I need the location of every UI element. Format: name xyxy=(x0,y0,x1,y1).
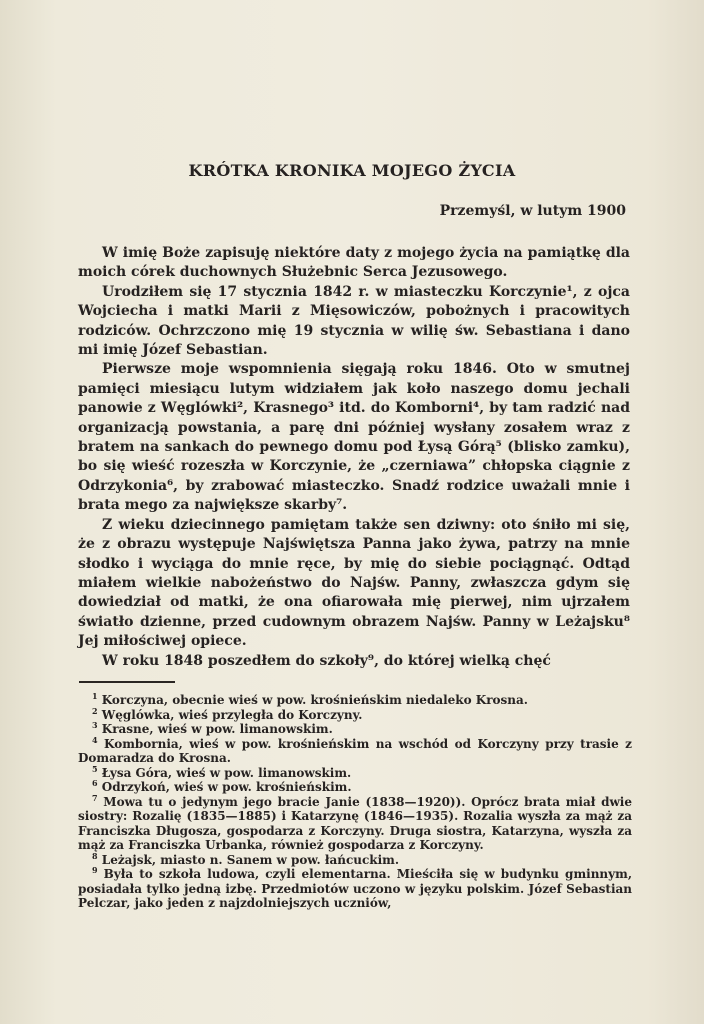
footnote xyxy=(78,867,632,911)
paragraph: W roku 1848 poszedłem do szkoły⁹, do której wielką chęć xyxy=(102,652,551,669)
footnote xyxy=(78,780,632,795)
footnote-mark: 6 xyxy=(92,778,98,788)
footnote-mark: 3 xyxy=(92,720,98,730)
footnote-mark: 9 xyxy=(92,865,98,875)
footnote-mark: 4 xyxy=(92,734,98,745)
footnote-text: Węglówka, wieś przyległa do Korczyny. xyxy=(101,707,363,722)
footnote xyxy=(78,705,632,723)
footnote xyxy=(78,792,632,853)
footnote xyxy=(78,850,632,868)
footnote xyxy=(78,734,632,766)
footnote-mark: 7 xyxy=(92,792,98,803)
main-text xyxy=(78,244,630,671)
footnote-text: Mowa tu o jedynym jego bracie Janie (1838—1920)). Oprócz brata miał dwie siostry: Rozalię (1835—1885) i Katarzynę (1846—1935). Rozalia wyszła za mąż za Franciszka Długosza, gospodarza z Korczyny. Druga siostra, Katarzyna, wyszła za mąż za Franciszka Urbanka, również gospodarza z Korczyny. xyxy=(78,794,632,852)
footnote-text: Była to szkoła ludowa, czyli elementarna. Mieściła się w budynku gminnym, posiadała tylko jedną izbę. Przedmiotów uczono w języku polskim. Józef Sebastian Pelczar, jako jeden z najzdolniejszych uczniów, xyxy=(78,867,632,910)
footnote xyxy=(78,693,632,708)
footnote-mark: 5 xyxy=(92,763,98,774)
paragraph: Z wieku dziecinnego pamiętam także sen dziwny: oto śniło mi się, że z obrazu występuje Najświętsza Panna jako żywa, patrzy na mnie słodko i wyciąga do mnie ręce, by mię do siebie pociągnąć. Odtąd miałem wielkie nabożeństwo do Najśw. Panny, zwłaszcza gdym się dowiedział od matki, że ona ofiarowała mię pierwej, nim ujrzałem światło dzienne, przed cudownym obrazem Najśw. Panny w Leżajsku⁸ Jej miłościwej opiece. xyxy=(78,516,630,650)
footnote-mark: 2 xyxy=(92,705,98,716)
footnote-text: Odrzykoń, wieś w pow. krośnieńskim. xyxy=(101,780,352,794)
chapter-title: KRÓTKA KRONIKA MOJEGO ŻYCIA xyxy=(188,161,516,180)
footnote-mark: 8 xyxy=(92,850,98,861)
footnote-text: Kombornia, wieś w pow. krośnieńskim na wschód od Korczyny przy trasie z Domaradza do Krosna. xyxy=(78,736,632,765)
footnote-text: Krasne, wieś w pow. limanowskim. xyxy=(101,722,333,736)
footnotes xyxy=(78,693,632,911)
footnote xyxy=(78,763,632,781)
footnote-text: Leżajsk, miasto n. Sanem w pow. łańcuckim. xyxy=(101,852,400,867)
place-date-line: Przemyśl, w lutym 1900 xyxy=(439,203,626,219)
footnote-text: Łysa Góra, wieś w pow. limanowskim. xyxy=(101,765,352,780)
paragraph: Pierwsze moje wspomnienia sięgają roku 1846. Oto w smutnej pamięci miesiącu lutym widziałem jak koło naszego domu jechali panowie z Węglówki², Krasnego³ itd. do Komborni⁴, by tam radzić nad organizacją powstania, a parę dni później wysłany zosałem wraz z bratem na sankach do pewnego domu pod Łysą Górą⁵ (blisko zamku), bo się wieść rozeszła w Korczynie, że „czerniawa” chłopska ciągnie z Odrzykonia⁶, by zrabować miasteczko. Snadź rodzice uważali mnie i brata mego za największe skarby⁷. xyxy=(78,361,630,514)
footnote-divider xyxy=(79,681,175,683)
footnote-text: Korczyna, obecnie wieś w pow. krośnieńskim niedaleko Krosna. xyxy=(101,693,528,707)
footnote-mark: 1 xyxy=(92,691,98,701)
paragraph: W imię Boże zapisuję niektóre daty z mojego życia na pamiątkę dla moich córek duchownych Służebnic Serca Jezusowego. xyxy=(78,245,630,281)
footnote xyxy=(78,722,632,737)
paragraph: Urodziłem się 17 stycznia 1842 r. w miasteczku Korczynie¹, z ojca Wojciecha i matki Marii z Mięsowiczów, pobożnych i pracowitych rodziców. Ochrzczono mię 19 stycznia w wilię św. Sebastiana i dano mi imię Józef Sebastian. xyxy=(78,283,630,359)
